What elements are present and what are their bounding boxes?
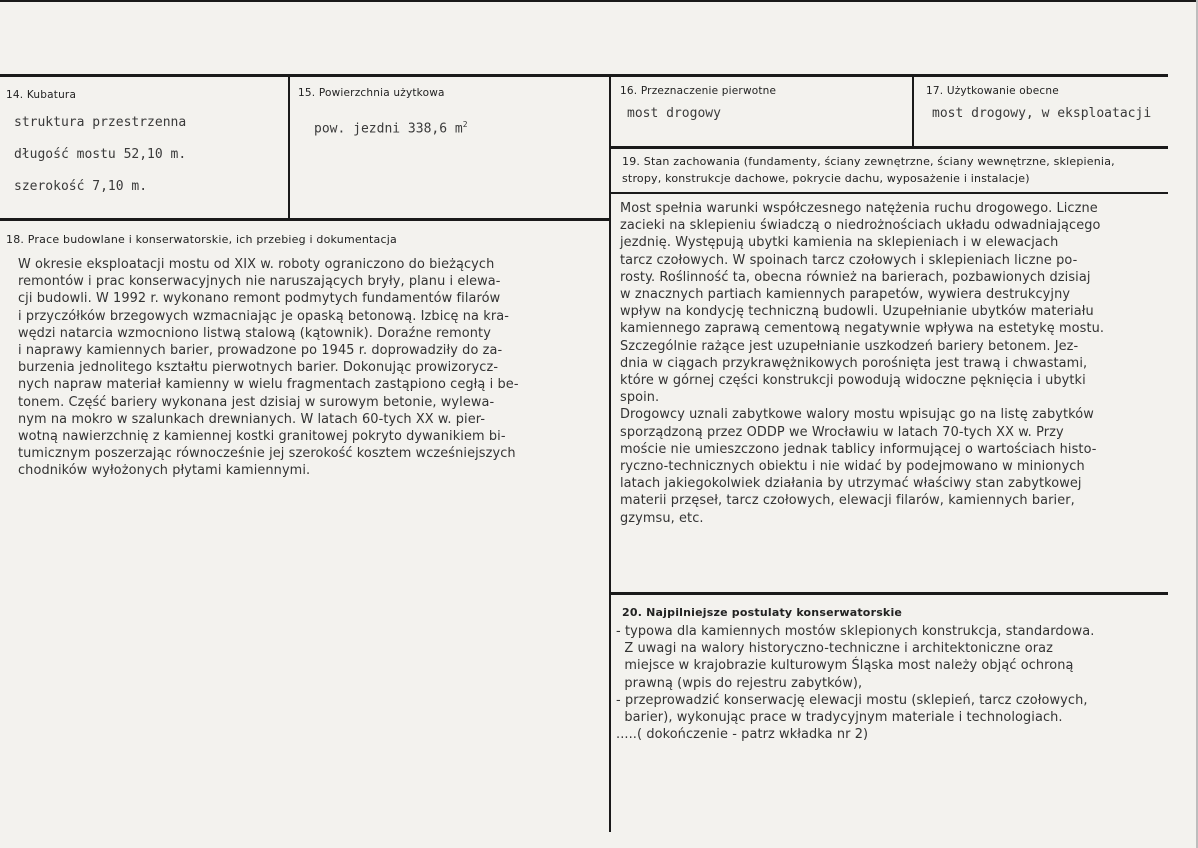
section-14-label: 14. Kubatura	[6, 89, 77, 101]
section-18-line: chodników wyłożonych płytami kamiennymi.	[18, 463, 311, 479]
rule-above-20	[611, 592, 1168, 595]
section-19-line: jezdnię. Występują ubytki kamienia na sklepieniach i w elewacjach	[620, 235, 1059, 251]
section-19-line: spoin.	[620, 390, 660, 406]
section-19-label-line1: 19. Stan zachowania (fundamenty, ściany zewnętrzne, ściany wewnętrzne, sklepienia,	[622, 155, 1115, 168]
section-20-line: - przeprowadzić konserwację elewacji mostu (sklepień, tarcz czołowych,	[616, 692, 1088, 708]
section-19-line: w znacznych partiach kamiennych parapetów, wywiera destrukcyjny	[620, 287, 1071, 303]
section-17-value: most drogowy, w eksploatacji	[932, 106, 1152, 121]
section-16-label: 16. Przeznaczenie pierwotne	[620, 85, 777, 97]
section-18-line: W okresie eksploatacji mostu od XIX w. roboty ograniczono do bieżących	[18, 257, 495, 272]
section-18-line: cji budowli. W 1992 r. wykonano remont podmytych fundamentów filarów	[18, 291, 501, 307]
section-19-line: Drogowcy uznali zabytkowe walory mostu wpisując go na listę zabytków	[620, 407, 1094, 423]
section-18-line: nych napraw materiał kamienny w wielu fragmentach zastąpiono cegłą i be-	[18, 377, 519, 393]
section-18-line: wotną nawierzchnię z kamiennej kostki granitowej pokryto dywanikiem bi-	[18, 429, 506, 445]
section-19-line: dnia w ciągach przykrawężnikowych porośnięta jest trawą i chwastami,	[620, 355, 1088, 371]
section-19-line: Szczególnie rażące jest uzupełnianie uszkodzeń bariery betonem. Jez-	[620, 338, 1079, 354]
section-18-line: remontów i prac konserwacyjnych nie naruszających bryły, planu i elewa-	[18, 274, 501, 290]
section-20-text	[616, 623, 1095, 743]
section-18-text	[18, 256, 519, 480]
page-top-edge	[0, 0, 1198, 2]
section-14-text	[14, 99, 186, 211]
section-19-line: latach jakiegokolwiek działania by utrzymać właściwy stan zabytkowej	[620, 476, 1082, 492]
top-rule	[0, 74, 1168, 77]
section-18-line: wędzi natarcia wzmocniono listwą stalową (kątownik). Doraźne remonty	[18, 325, 491, 341]
section-19-line: materii przęseł, tarcz czołowych, elewacji filarów, kamiennych barier,	[620, 493, 1075, 509]
section-18-line: i przyczółków brzegowych wzmacniając je opaską betonową. Izbicę na kra-	[18, 308, 509, 324]
divider-14-15	[288, 76, 290, 218]
section-19-text	[620, 200, 1104, 527]
divider-16-17	[912, 76, 914, 148]
section-20-line: .....( dokończenie - patrz wkładka nr 2)	[616, 727, 869, 743]
section-14-line: struktura przestrzenna	[14, 115, 187, 130]
section-19-line: sporządzoną przez ODDP we Wrocławiu w latach 70-tych XX w. Przy	[620, 424, 1064, 440]
section-20-line: barier), wykonując prace w tradycyjnym materiale i technologiach.	[616, 710, 1063, 726]
section-14-line: długość mostu 52,10 m.	[14, 147, 187, 162]
center-divider	[609, 76, 611, 832]
section-15-value	[314, 117, 468, 137]
section-15-superscript: 2	[462, 120, 468, 129]
section-14-line: szerokość 7,10 m.	[14, 179, 148, 194]
section-19-line: wpływ na kondycję techniczną budowli. Uzupełnianie ubytków materiału	[620, 304, 1094, 320]
section-20-line: prawną (wpis do rejestru zabytków),	[616, 675, 863, 691]
section-19-line: rosty. Roślinność ta, obecna również na barierach, pozbawionych dzisiaj	[620, 269, 1091, 285]
section-18-label: 18. Prace budowlane i konserwatorskie, ich przebieg i dokumentacja	[6, 233, 397, 246]
section-19-label-line2: stropy, konstrukcje dachowe, pokrycie dachu, wyposażenie i instalacje)	[622, 172, 1030, 185]
section-18-line: nym na mokro w szalunkach drewnianych. W latach 60-tych XX w. pier-	[18, 411, 486, 427]
section-20-line: Z uwagi na walory historyczno-techniczne i architektoniczne oraz	[616, 641, 1053, 657]
section-17-label: 17. Użytkowanie obecne	[926, 85, 1059, 97]
section-20-line: miejsce w krajobrazie kulturowym Śląska most należy objąć ochroną	[616, 658, 1074, 674]
section-20-line: - typowa dla kamiennych mostów sklepionych konstrukcja, standardowa.	[616, 624, 1095, 639]
section-16-value: most drogowy	[627, 106, 721, 121]
section-20-label: 20. Najpilniejsze postulaty konserwatorskie	[622, 606, 903, 619]
section-18-line: tonem. Część bariery wykonana jest dzisiaj w surowym betonie, wylewa-	[18, 394, 495, 410]
rule-below-19-label	[611, 192, 1168, 194]
rule-above-19	[611, 146, 1168, 149]
section-19-line: gzymsu, etc.	[620, 510, 704, 526]
section-19-line: moście nie umieszczono jednak tablicy informującej o wartościach histo-	[620, 441, 1097, 457]
section-18-line: i naprawy kamiennych barier, prowadzone po 1945 r. doprowadziły do za-	[18, 343, 503, 359]
section-15-value-text: pow. jezdni 338,6 m	[314, 121, 463, 137]
section-18-line: tumicznym poszerzając równocześnie jej szerokość kosztem wcześniejszych	[18, 446, 516, 462]
rule-above-18	[0, 218, 610, 221]
section-19-line: kamiennego zaprawą cementową negatywnie wpływa na estetykę mostu.	[620, 321, 1105, 337]
section-19-line: ryczno-technicznych obiektu i nie widać by podejmowano w minionych	[620, 459, 1085, 475]
section-15-label: 15. Powierzchnia użytkowa	[298, 87, 445, 99]
section-19-line: tarcz czołowych. W spoinach tarcz czołowych i sklepieniach liczne po-	[620, 252, 1078, 268]
section-18-line: burzenia jednolitego kształtu pierwotnych barier. Dokonując prowizorycz-	[18, 360, 499, 376]
section-19-line: które w górnej części konstrukcji powodują widoczne pęknięcia i ubytki	[620, 373, 1086, 389]
section-19-line: zacieki na sklepieniu świadczą o niedrożnościach układu odwadniającego	[620, 218, 1101, 234]
section-19-line: Most spełnia warunki współczesnego natężenia ruchu drogowego. Liczne	[620, 201, 1098, 216]
